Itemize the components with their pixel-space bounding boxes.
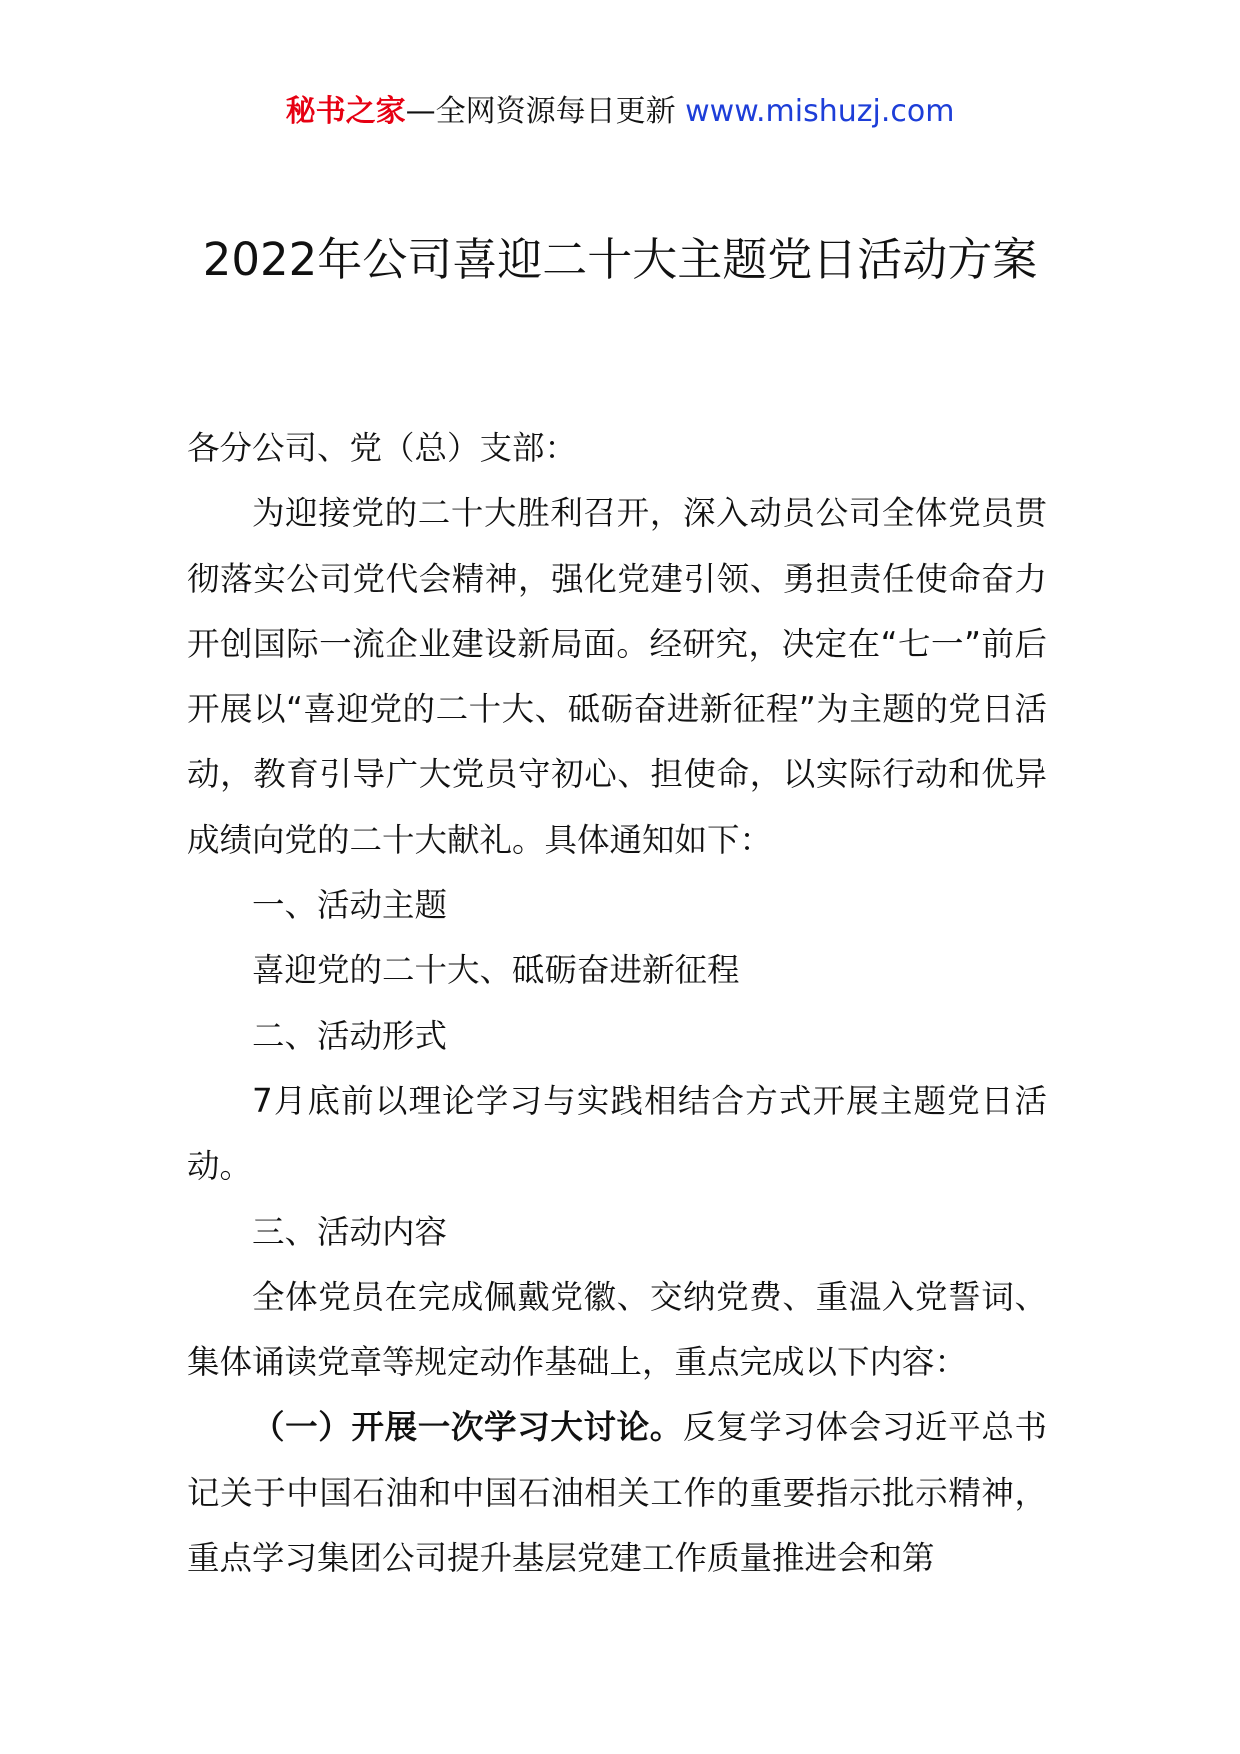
site-slogan: —全网资源每日更新 [405,94,676,129]
section-2-heading: 二、活动形式 [252,1016,448,1055]
section-2-text: 7月底前以理论学习与实践相结合方式开展主题党日活动。 [187,1081,1047,1186]
document-body [187,416,1047,1591]
section-3-heading: 三、活动内容 [252,1212,448,1251]
section-1-heading: 一、活动主题 [252,886,448,925]
document-title: 2022年公司喜迎二十大主题党日活动方案 [202,233,1038,286]
intro-paragraph: 为迎接党的二十大胜利召开，深入动员公司全体党员贯彻落实公司党代会精神，强化党建引领、勇担责任使命奋力开创国际一流企业建设新局面。经研究，决定在“七一”前后开展以“喜迎党的二十大、砥砺奋进新征程”为主题的党日活动，教育引导广大党员守初心、担使命，以实际行动和优异成绩向党的二十大献礼。具体通知如下： [187,494,1047,859]
item-1-lead: （一）开展一次学习大讨论。 [252,1408,683,1447]
section-1-text: 喜迎党的二十大、砥砺奋进新征程 [252,951,740,990]
section-3-text: 全体党员在完成佩戴党徽、交纳党费、重温入党誓词、集体诵读党章等规定动作基础上，重点完成以下内容： [187,1277,1047,1382]
brand-name: 秘书之家 [285,94,406,129]
salutation: 各分公司、党（总）支部： [187,429,578,467]
item-1-text: 反复学习体会习近平总书记关于中国石油和中国石油相关工作的重要指示批示精神，重点学习集团公司提升基层党建工作质量推进会和第 [187,1408,1047,1578]
item-1-paragraph [187,1395,1047,1591]
site-header [0,92,1240,132]
site-url-link[interactable]: www.mishuzj.com [685,94,955,129]
